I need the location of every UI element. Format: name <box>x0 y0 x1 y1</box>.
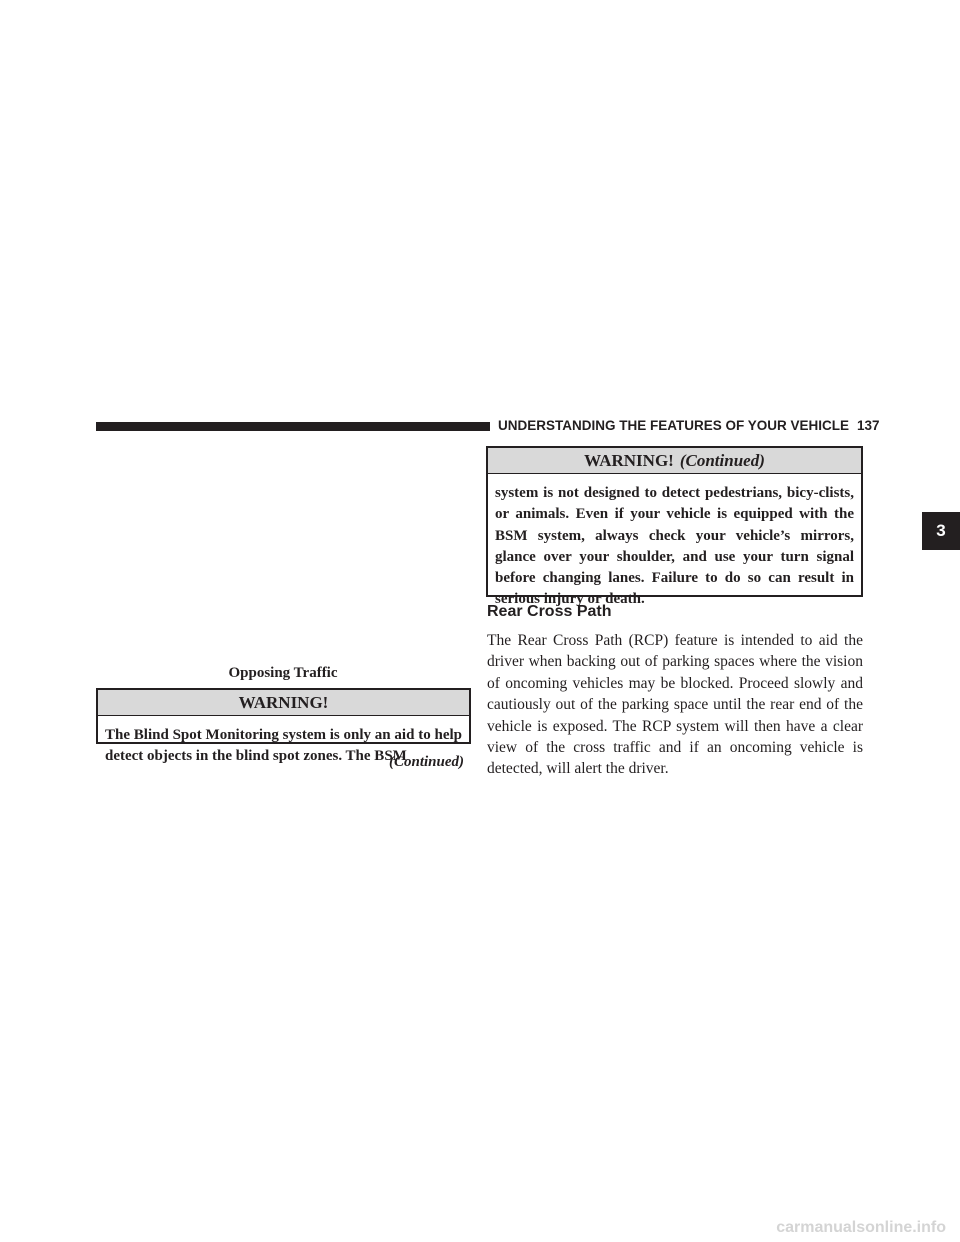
warning-body: system is not designed to detect pedestrians, bicy-clists, or animals. Even if your vehicle is equipped with the BSM system, always check your vehicle’s mirrors, glance over your shoulder, and use your turn signal before changing lanes. Failure to do so can result in serious injury or death. <box>495 485 854 608</box>
section-body: The Rear Cross Path (RCP) feature is intended to aid the driver when backing out of parking spaces where the vision of oncoming vehicles may be blocked. Proceed slowly and cautiously out of the parking space until the rear end of the vehicle is exposed. The RCP system will then have a clear view of the cross traffic and if an oncoming vehicle is detected, will alert the driver. <box>487 632 863 778</box>
warning-title-continued: (Continued) <box>679 451 765 470</box>
figure-caption: Opposing Traffic <box>228 665 338 681</box>
warning-header <box>98 690 469 716</box>
watermark: carmanualsonline.info <box>776 1219 946 1236</box>
header-section-title: UNDERSTANDING THE FEATURES OF YOUR VEHICLE <box>498 418 850 433</box>
header-rule <box>96 422 490 431</box>
chapter-tab: 3 <box>922 512 960 550</box>
warning-title: WARNING! <box>238 693 329 712</box>
running-header <box>498 418 880 434</box>
section-heading: Rear Cross Path <box>487 603 612 620</box>
warning-box-right <box>486 446 863 608</box>
warning-title: WARNING! <box>584 451 674 470</box>
continued-label: (Continued) <box>388 754 464 770</box>
page-number: 137 <box>857 418 880 433</box>
warning-header <box>488 448 861 474</box>
warning-body: The Blind Spot Monitoring system is only an aid to help detect objects in the blind spot zones. The BSM <box>105 727 462 765</box>
